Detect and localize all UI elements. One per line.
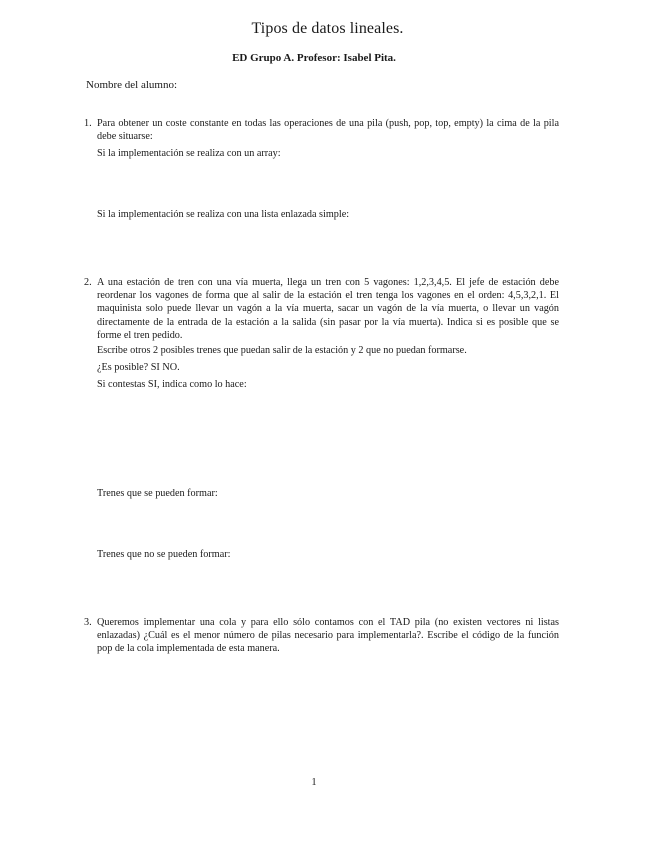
question-2-prompt-cannot-form: Trenes que no se pueden formar: xyxy=(97,549,231,560)
question-1-text: Para obtener un coste constante en todas las operaciones de una pila (push, pop, top, empty) la cima de la pila debe situarse: xyxy=(97,118,559,143)
question-2-prompt-how: Si contestas SI, indica como lo hace: xyxy=(97,379,247,390)
question-3-text: Queremos implementar una cola y para ello sólo contamos con el TAD pila (no existen vectores ni listas enlazadas) ¿Cuál es el menor número de pilas necesario para implementarla?. Escribe el código de la función pop de la cola implementada de esta manera. xyxy=(97,617,559,655)
question-2-prompt-can-form: Trenes que se pueden formar: xyxy=(97,488,218,499)
question-2-prompt-write-trains: Escribe otros 2 posibles trenes que puedan salir de la estación y 2 que no puedan formarse. xyxy=(97,345,467,356)
document-subtitle: ED Grupo A. Profesor: Isabel Pita. xyxy=(232,52,396,64)
question-1-prompt-linked-list: Si la implementación se realiza con una lista enlazada simple: xyxy=(97,209,350,220)
question-1 xyxy=(84,117,559,143)
question-2-text: A una estación de tren con una vía muerta, llega un tren con 5 vagones: 1,2,3,4,5. El jefe de estación debe reordenar los vagones de forma que al salir de la estación el tren tenga los vagones en el orden: 4,5,3,2,1. El maquinista solo puede llevar un vagón a la vía muerta, sacar un vagón de la vía muerta, o llevar un vagón directamente de la entrada de la estación a la salida (sin pasar por la vía muerta). Indica si es posible que se forme el tren pedido. xyxy=(97,277,559,341)
question-1-prompt-array: Si la implementación se realiza con un array: xyxy=(97,148,281,159)
question-2 xyxy=(84,276,559,342)
question-2-prompt-is-possible: ¿Es posible? SI NO. xyxy=(97,362,180,373)
question-3 xyxy=(84,616,559,656)
question-2-number: 2. xyxy=(84,277,92,288)
document-title: Tipos de datos lineales. xyxy=(251,20,404,37)
question-3-number: 3. xyxy=(84,617,92,628)
student-name-label: Nombre del alumno: xyxy=(86,79,178,91)
question-1-number: 1. xyxy=(84,118,92,129)
page-number: 1 xyxy=(311,777,317,788)
